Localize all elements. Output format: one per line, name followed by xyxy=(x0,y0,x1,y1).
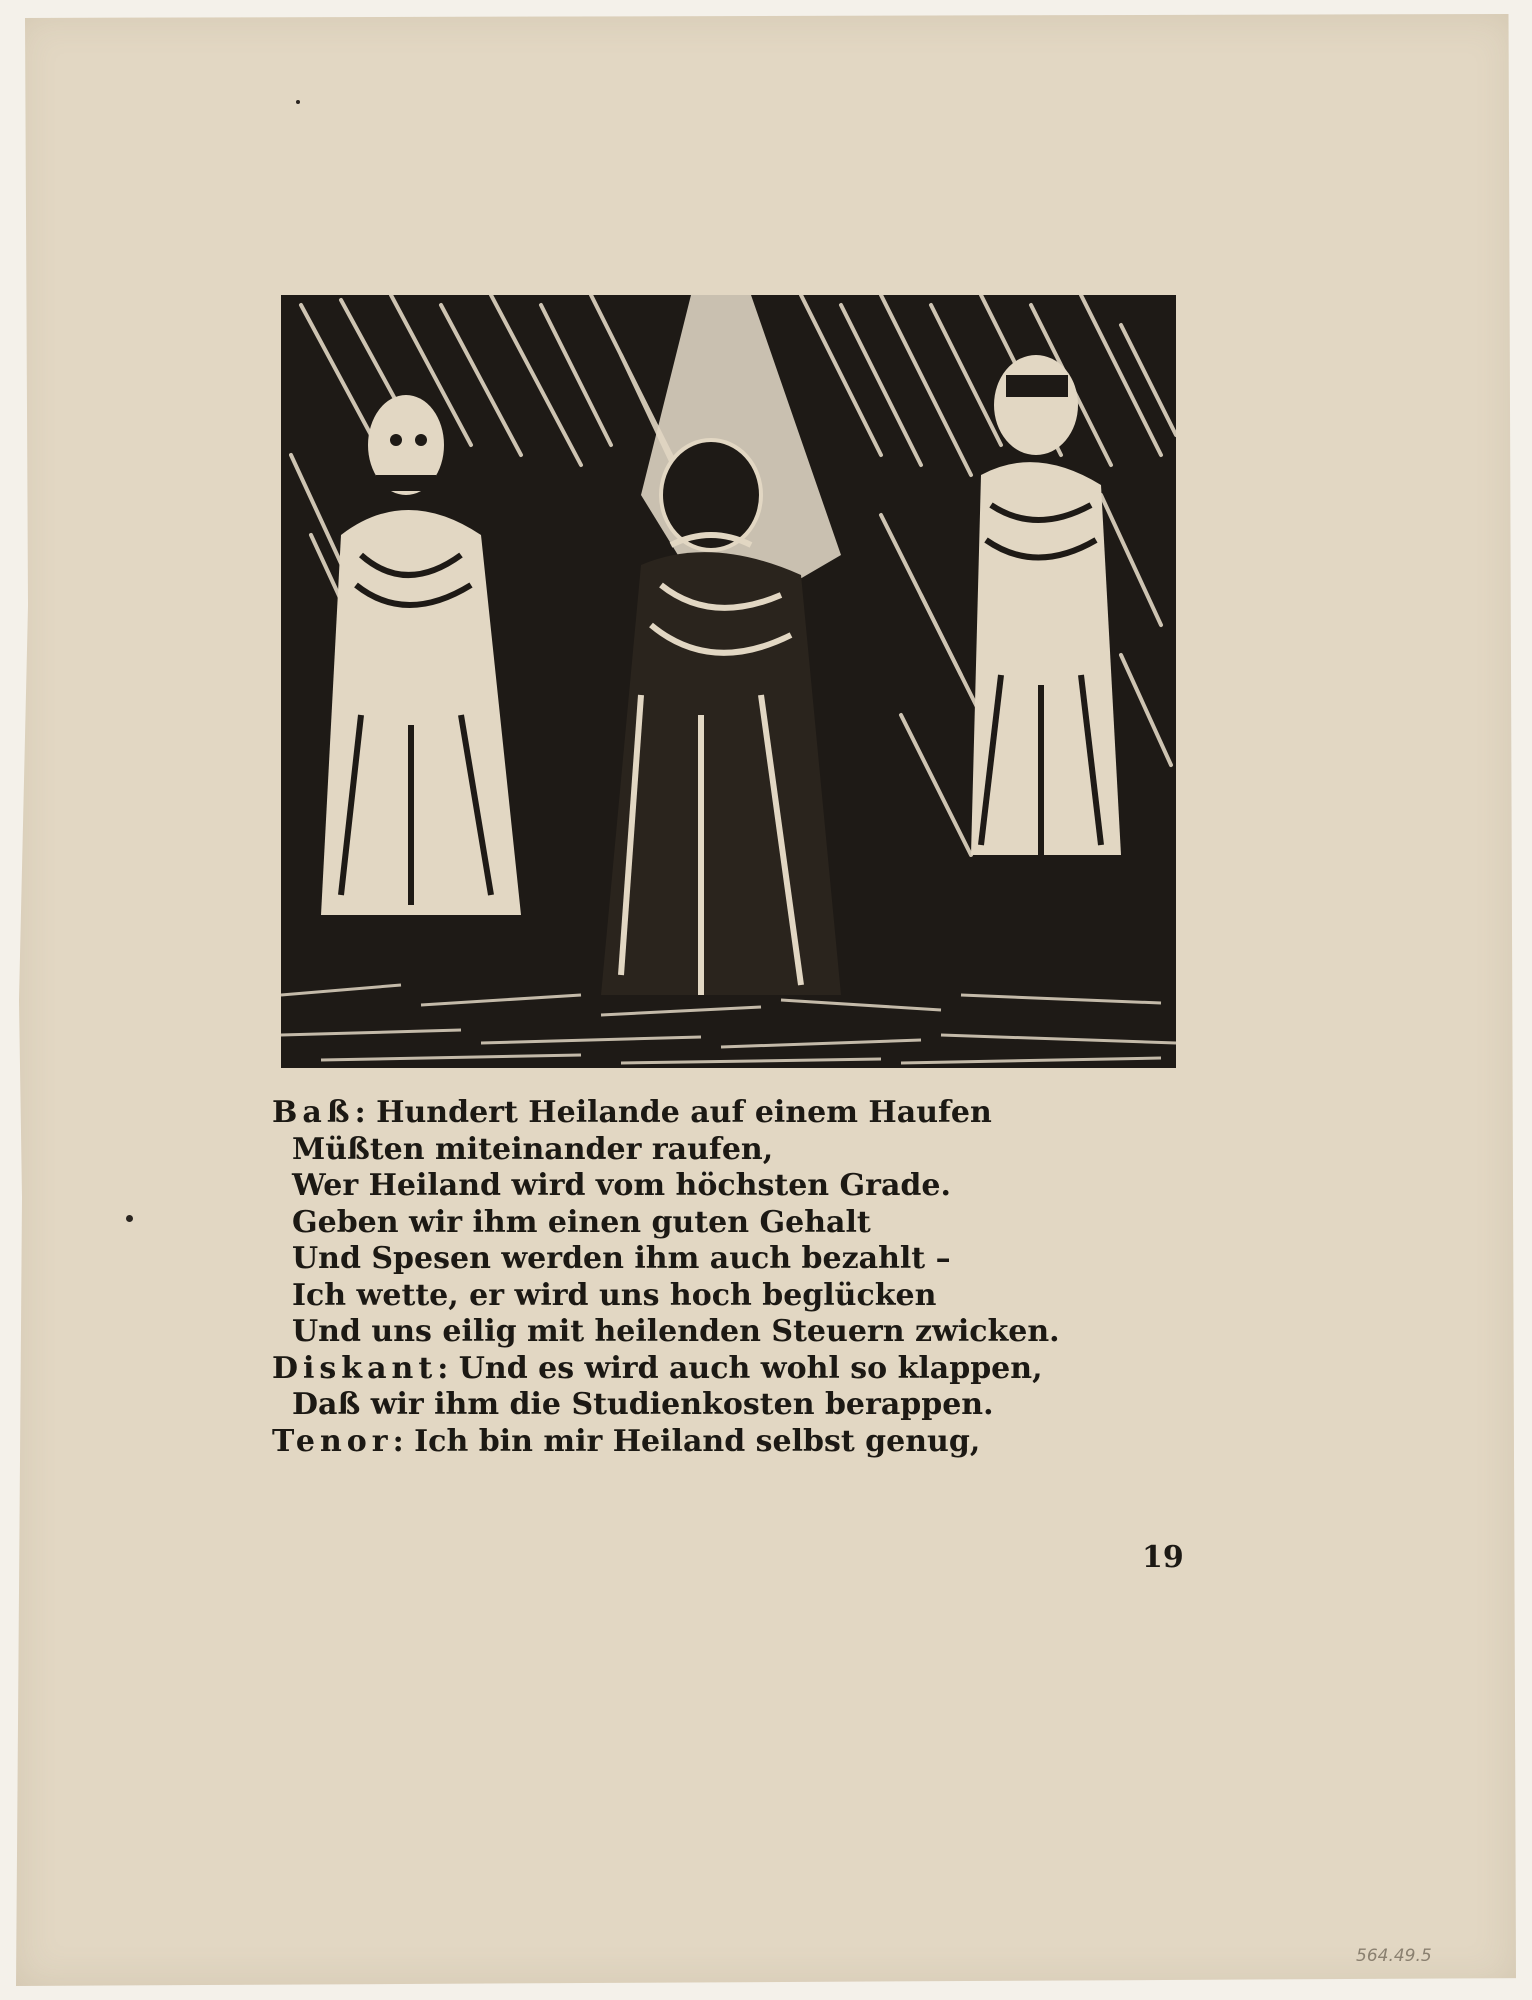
speaker-separator: : xyxy=(437,1350,449,1386)
speaker-label: Diskant xyxy=(272,1350,438,1386)
poem-line: Ich wette, er wird uns hoch beglücken xyxy=(292,1277,937,1313)
speaker-label: Tenor xyxy=(272,1423,393,1459)
poem-line: Wer Heiland wird vom höchsten Grade. xyxy=(292,1168,951,1203)
paper-speck xyxy=(126,1215,133,1222)
poem-text xyxy=(272,1095,1232,1460)
catalog-number: 564.49.5 xyxy=(1356,1946,1432,1966)
speaker-separator: : xyxy=(354,1095,366,1130)
speaker-label: Baß xyxy=(272,1095,355,1130)
poem-line: Baß: Hundert Heilande auf einem Haufen xyxy=(272,1095,992,1130)
poem-line: Daß wir ihm die Studienkosten berappen. xyxy=(292,1387,994,1422)
poem-line: Und uns eilig mit heilenden Steuern zwicken. xyxy=(292,1314,1060,1349)
speaker-separator: : xyxy=(392,1423,404,1459)
paper-speck xyxy=(296,100,300,104)
poem-line: Müßten miteinander raufen, xyxy=(292,1131,774,1167)
page-number: 19 xyxy=(1142,1540,1184,1575)
woodcut-illustration xyxy=(281,295,1176,1068)
poem-line: Tenor: Ich bin mir Heiland selbst genug, xyxy=(272,1423,981,1459)
poem-line: Und Spesen werden ihm auch bezahlt – xyxy=(292,1241,951,1276)
poem-line: Geben wir ihm einen guten Gehalt xyxy=(292,1204,871,1240)
poem-line: Diskant: Und es wird auch wohl so klappen, xyxy=(272,1350,1043,1386)
